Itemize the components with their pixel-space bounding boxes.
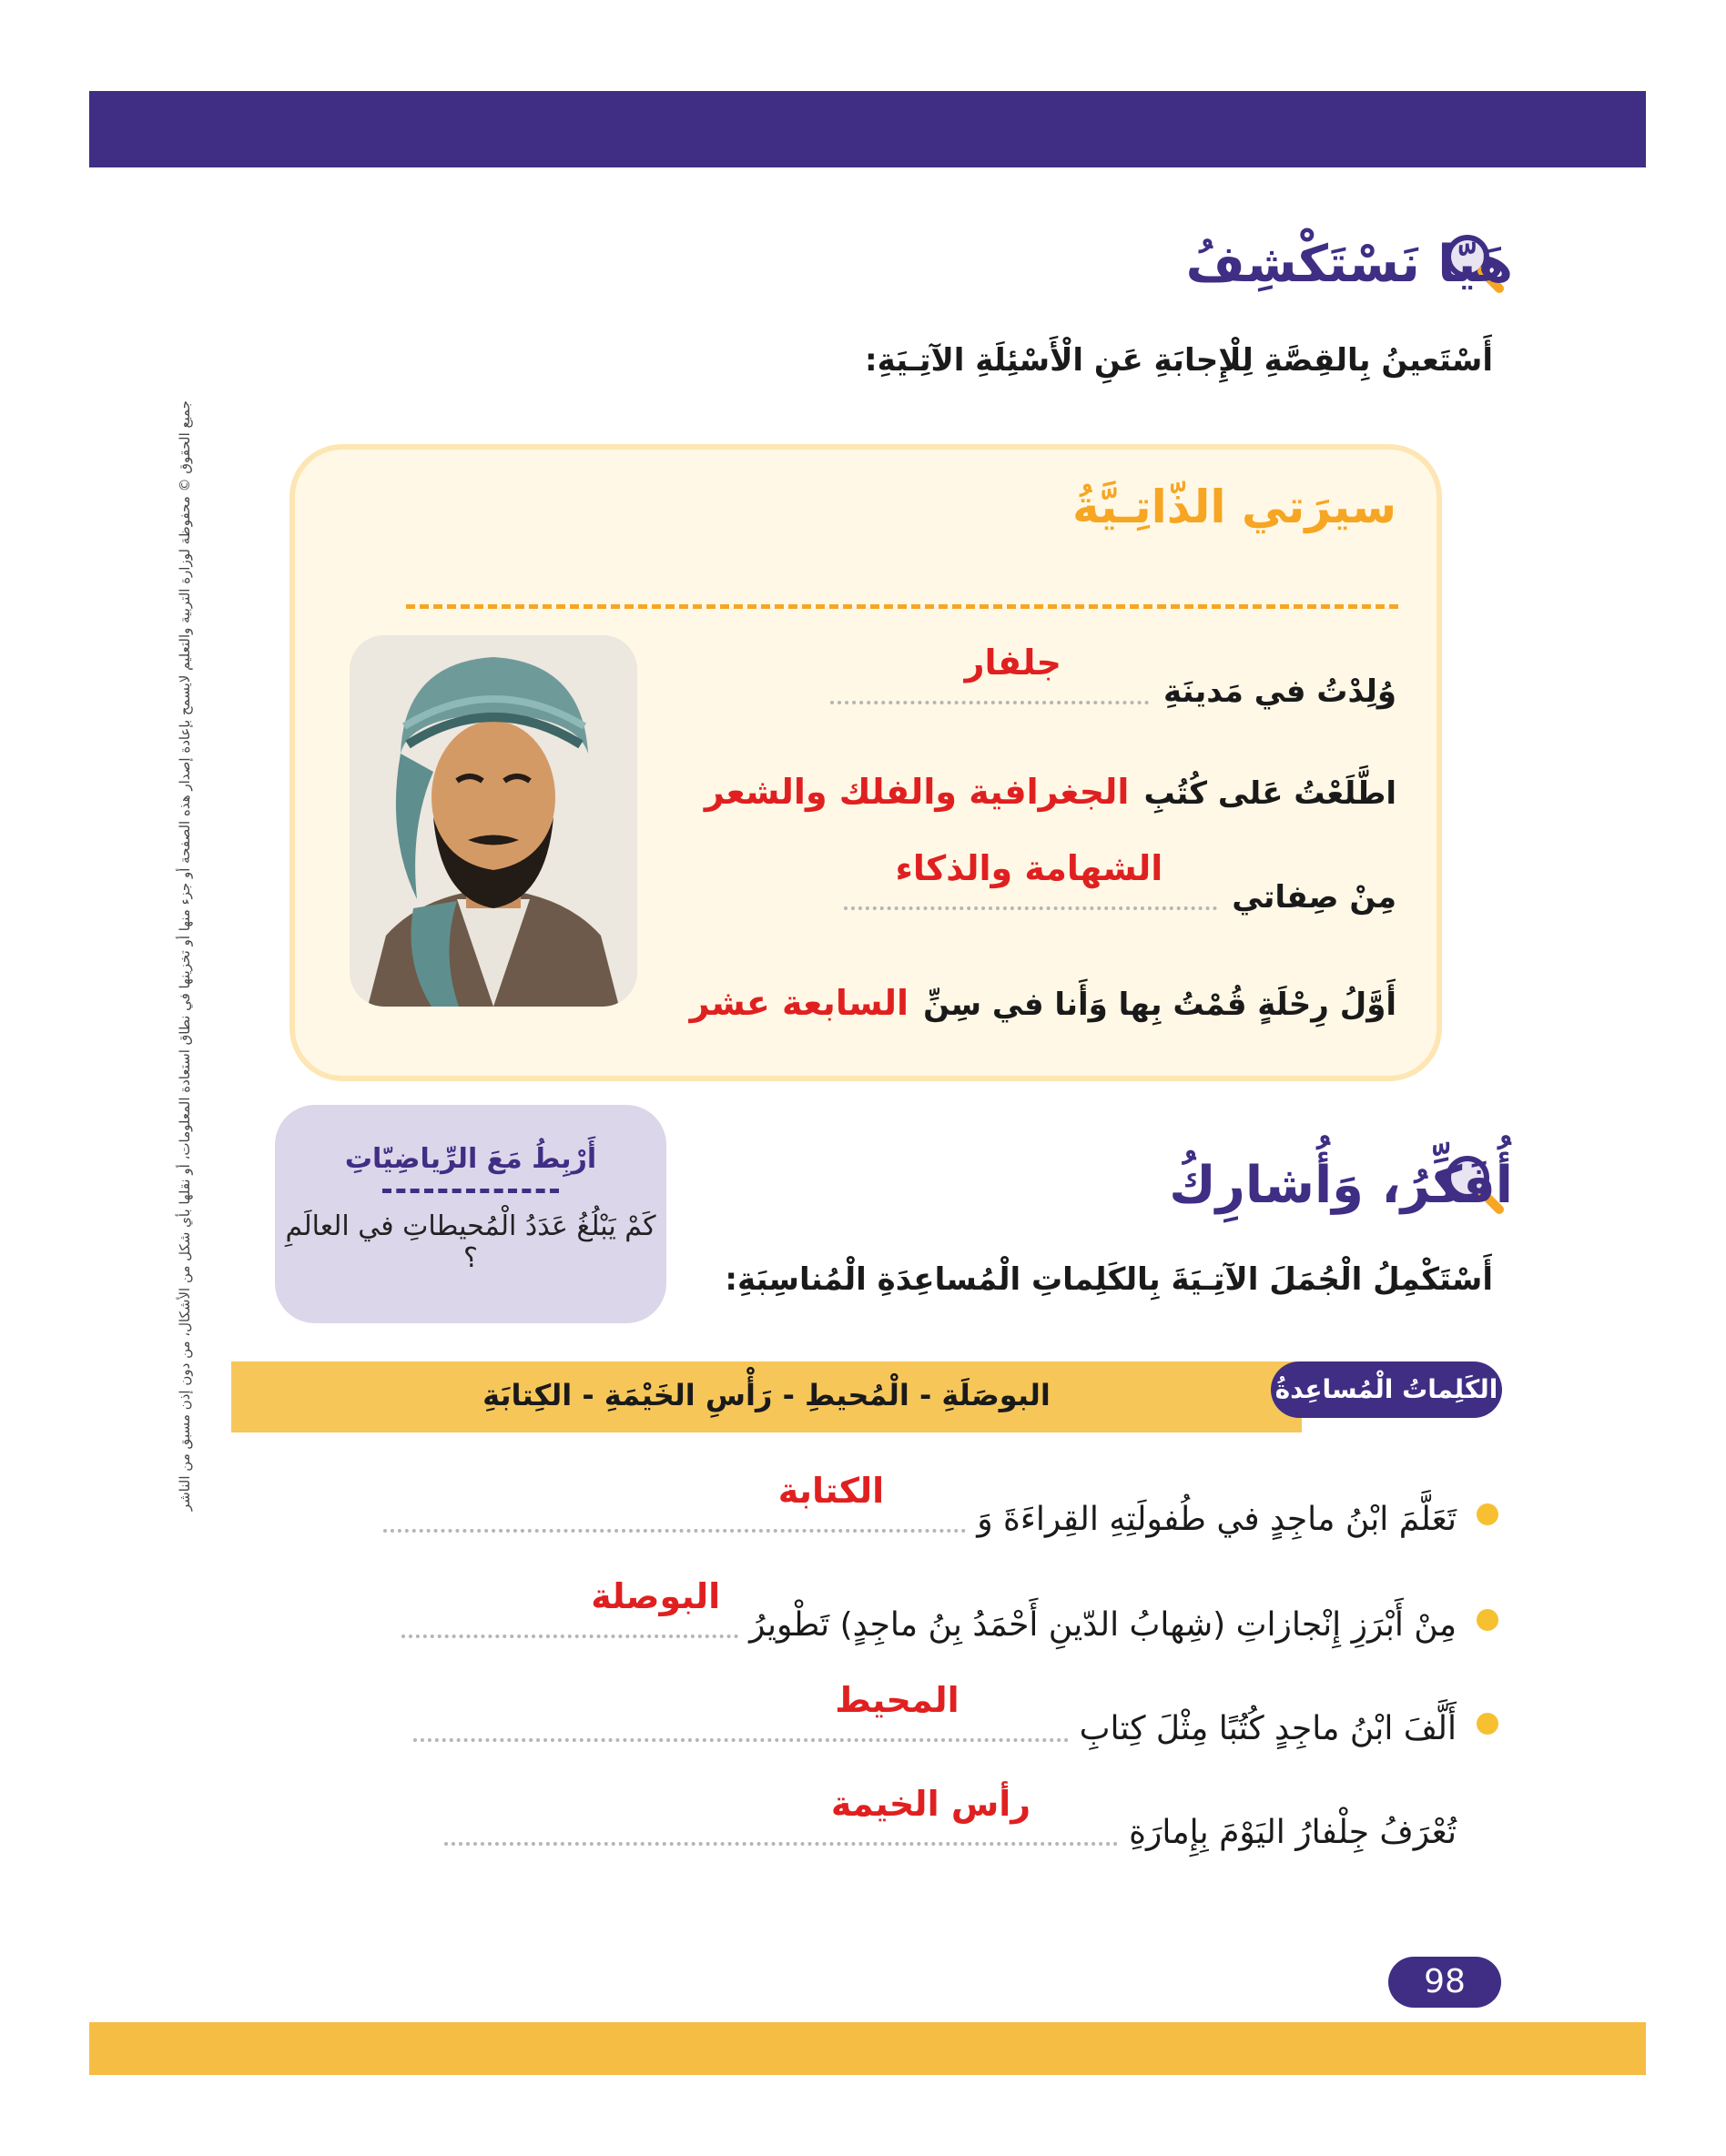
- answer-text: المحيط: [835, 1680, 959, 1720]
- answer-text: الكتابة: [777, 1471, 885, 1511]
- bio-label: اطَّلَعْتُ عَلى كُتُبِ: [1143, 775, 1396, 812]
- explore-title: هَيّا نَسْتَكْشِفُ: [1185, 235, 1513, 294]
- answer-text[interactable]: السابعة عشر: [689, 983, 909, 1023]
- bullet-icon: [1477, 1609, 1498, 1631]
- answer-blank[interactable]: [401, 1576, 738, 1638]
- page-number: 98: [1388, 1957, 1501, 2008]
- answer-blank[interactable]: [383, 1471, 966, 1533]
- footer-bar: [89, 2022, 1646, 2075]
- answer-text: البوصلة: [591, 1576, 721, 1616]
- biography-divider: [406, 604, 1398, 609]
- answer-text[interactable]: الجغرافية والفلك والشعر: [704, 772, 1130, 812]
- sentence-text: تُعْرَفُ جِلْفارُ اليَوْمَ بِإِمارَةِ: [1129, 1814, 1457, 1851]
- answer-text: جلفار: [964, 643, 1061, 683]
- math-link-title: أَرْبِطُ مَعَ الرِّياضِيّاتِ: [344, 1143, 597, 1175]
- bio-line-city: [830, 643, 1396, 710]
- word-bank-words: البوصَلَةِ - الْمُحيطِ - رَأْسِ الخَيْمَةِ - الكِتابَةِ: [482, 1378, 1051, 1412]
- math-link-divider: [382, 1189, 559, 1193]
- bio-label: وُلِدْتُ في مَدينَةِ: [1163, 673, 1396, 710]
- answer-text: الشهامة والذكاء: [895, 848, 1163, 888]
- sentence-2: [401, 1576, 1498, 1644]
- think-title: أُفَكِّرُ، وَأُشارِكُ: [1169, 1156, 1513, 1215]
- sentence-1: [383, 1471, 1498, 1538]
- bullet-icon: [1477, 1503, 1498, 1525]
- answer-blank[interactable]: [413, 1680, 1069, 1742]
- answer-blank[interactable]: [830, 643, 1149, 704]
- sentence-text: تَعَلَّمَ ابْنُ ماجِدٍ في طُفولَتِهِ القِراءَةَ وَ: [977, 1501, 1457, 1538]
- bullet-icon: [1477, 1713, 1498, 1735]
- bio-label: أَوَّلُ رِحْلَةٍ قُمْتُ بِها وَأَنا في سِنِّ: [923, 987, 1396, 1023]
- math-link-box: [275, 1105, 666, 1323]
- bio-line-traits: [844, 848, 1396, 916]
- think-instruction: أَسْتَكْمِلُ الْجُمَلَ الآتِـيَةَ بِالكَلِماتِ الْمُساعِدَةِ الْمُناسِبَةِ:: [725, 1261, 1493, 1298]
- sentence-3: [413, 1680, 1498, 1747]
- answer-text: رأس الخيمة: [830, 1784, 1031, 1824]
- copyright-notice: جميع الحقوق © محفوظة لوزارة التربية والتعليم لايسمح بإعادة إصدار هذه الصفحة أو جزء منها أو تخزينها في نطاق استعادة المعلومات، أو نقلها بأي شكل من الأشكال، من دون إذن مسبق من الناشر: [177, 400, 193, 1512]
- portrait-image: [350, 635, 637, 1007]
- sentence-text: أَلَّفَ ابْنُ ماجِدٍ كُتُبًا مِثْلَ كِتابِ: [1079, 1710, 1457, 1747]
- biography-title: سيرَتي الذّاتِـيَّةُ: [1072, 481, 1396, 533]
- math-link-question: كَمْ يَبْلُغُ عَدَدُ الْمُحيطاتِ في العالَمِ ؟: [285, 1210, 656, 1274]
- bio-label: مِنْ صِفاتي: [1232, 879, 1396, 916]
- header-bar: [89, 91, 1646, 167]
- bio-line-books: [695, 757, 1396, 812]
- word-bank-tag: الكَلِماتُ الْمُساعِدةُ: [1271, 1361, 1502, 1418]
- answer-blank[interactable]: [444, 1784, 1118, 1846]
- bio-line-age: [681, 968, 1396, 1023]
- explore-instruction: أَسْتَعينُ بِالقِصَّةِ لِلْإِجابَةِ عَنِ الْأَسْئِلَةِ الآتِـيَةِ:: [864, 342, 1493, 379]
- sentence-4: [444, 1784, 1457, 1851]
- sentence-text: مِنْ أَبْرَزِ إِنْجازاتِ (شِهابُ الدّينِ أَحْمَدُ بِنُ ماجِدٍ) تَطْويرُ: [749, 1606, 1457, 1644]
- answer-blank[interactable]: [844, 848, 1217, 910]
